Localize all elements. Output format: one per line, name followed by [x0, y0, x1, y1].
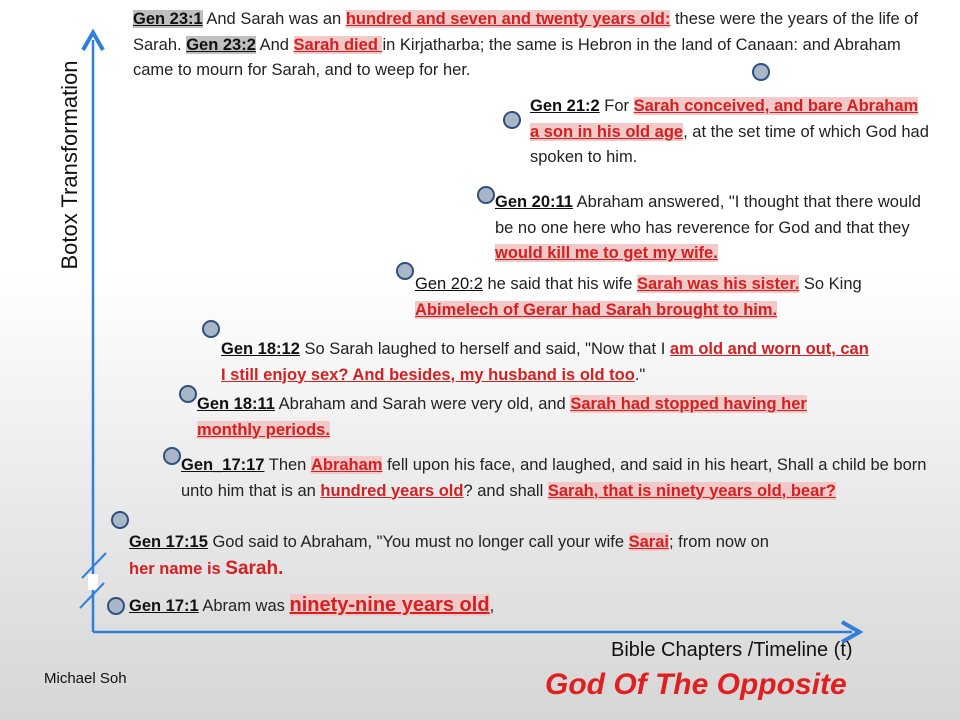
- verse-text: , at the set time of which God had spoken to him.: [530, 122, 929, 166]
- verse-text: Then: [264, 456, 311, 474]
- verse-text: .": [634, 365, 646, 384]
- verse-highlight: her name is: [129, 559, 226, 578]
- verse-highlight: Sarah, that is ninety years old, bear?: [547, 481, 836, 500]
- verse-highlight: Abimelech of Gerar had Sarah brought to him.: [415, 300, 778, 319]
- verse-text: these were the years of the life of Sarah.: [133, 10, 919, 54]
- verse-ref: Gen 20:2: [415, 275, 483, 293]
- verse-text: ; from now on: [668, 533, 769, 551]
- verse-ref: Gen 17:15: [129, 533, 208, 551]
- axis-break-gap: [88, 574, 98, 590]
- verse-ref: Gen_17:17: [181, 456, 265, 474]
- verse-ref: Gen 23:1: [133, 10, 203, 28]
- timeline-dot-gen-17-15: [111, 511, 129, 529]
- verse-text: fell upon his face, and laughed, and said in his heart, Shall a child be born unto him that is an: [181, 456, 927, 500]
- verse-text: he said that his wife: [482, 275, 637, 293]
- timeline-dot-gen-17-1: [107, 597, 125, 615]
- entry-gen-21-2: [530, 94, 930, 171]
- verse-ref: Gen 18:11: [197, 395, 275, 413]
- verse-text: Abraham answered, "I thought that there would be no one here who has reverence for God and that they: [495, 193, 921, 237]
- entry-gen-17-17: [181, 453, 951, 504]
- timeline-dot-gen-21-2: [503, 111, 521, 129]
- verse-ref: Gen 18:12: [221, 340, 300, 358]
- verse-highlight: Sarah.: [225, 557, 284, 579]
- verse-highlight: ninety-nine years old: [289, 594, 490, 616]
- verse-ref: Gen 17:1: [129, 597, 199, 615]
- entry-gen-17-1: [129, 593, 729, 620]
- verse-highlight: Abraham: [310, 456, 383, 474]
- verse-text: And Sarah was an: [202, 10, 346, 28]
- entry-gen-20-2: [415, 272, 890, 323]
- timeline-dot-gen-20-2: [396, 262, 414, 280]
- verse-text: And: [255, 35, 294, 54]
- timeline-dot-gen-18-11: [179, 385, 197, 403]
- verse-text: God said to Abraham, "You must no longer call your wife: [207, 533, 629, 551]
- author-name: Michael Soh: [44, 670, 127, 687]
- verse-highlight: am old and worn out, can I still enjoy sex? And besides, my husband is old too: [221, 340, 869, 384]
- entry-gen-23-1: [133, 7, 945, 84]
- verse-highlight: hundred and seven and twenty years old:: [345, 10, 671, 28]
- verse-ref: Gen 20:11: [495, 193, 573, 211]
- verse-highlight: Sarai: [628, 533, 669, 551]
- verse-text: Abram was: [198, 597, 290, 615]
- entry-gen-17-15: [129, 530, 929, 582]
- verse-text: in Kirjatharba; the same is Hebron in the land of Canaan: and Abraham came to mourn for Sarah, and to weep for her.: [133, 35, 901, 79]
- verse-text: ,: [489, 597, 495, 615]
- verse-highlight: Sarah died: [293, 35, 383, 54]
- x-axis-label: Bible Chapters /Timeline (t): [611, 639, 853, 661]
- y-axis-label: Botox Transformation: [57, 60, 82, 270]
- verse-text: Abraham and Sarah were very old, and: [274, 395, 571, 413]
- timeline-dot-gen-18-12: [202, 320, 220, 338]
- verse-text: ? and shall: [463, 481, 548, 500]
- entry-gen-18-12: [221, 337, 871, 388]
- verse-ref: Gen 21:2: [530, 97, 600, 115]
- verse-highlight: hundred years old: [320, 481, 464, 500]
- timeline-dot-gen-20-11: [477, 186, 495, 204]
- entry-gen-18-11: [197, 392, 812, 443]
- verse-highlight: Sarah was his sister.: [636, 275, 800, 293]
- verse-ref: Gen 23:2: [186, 35, 256, 54]
- verse-text: So King: [799, 275, 862, 293]
- entry-gen-20-11: [495, 190, 940, 267]
- verse-highlight: Sarah conceived, and bare Abraham a son in his old age: [530, 97, 919, 141]
- verse-highlight: Sarah had stopped having her monthly periods.: [197, 395, 807, 439]
- timeline-dot-gen-17-17: [163, 447, 181, 465]
- verse-highlight: would kill me to get my wife.: [495, 244, 718, 262]
- verse-text: So Sarah laughed to herself and said, "Now that I: [299, 340, 670, 358]
- slide-subtitle: God Of The Opposite: [545, 668, 847, 701]
- verse-text: For: [599, 97, 634, 115]
